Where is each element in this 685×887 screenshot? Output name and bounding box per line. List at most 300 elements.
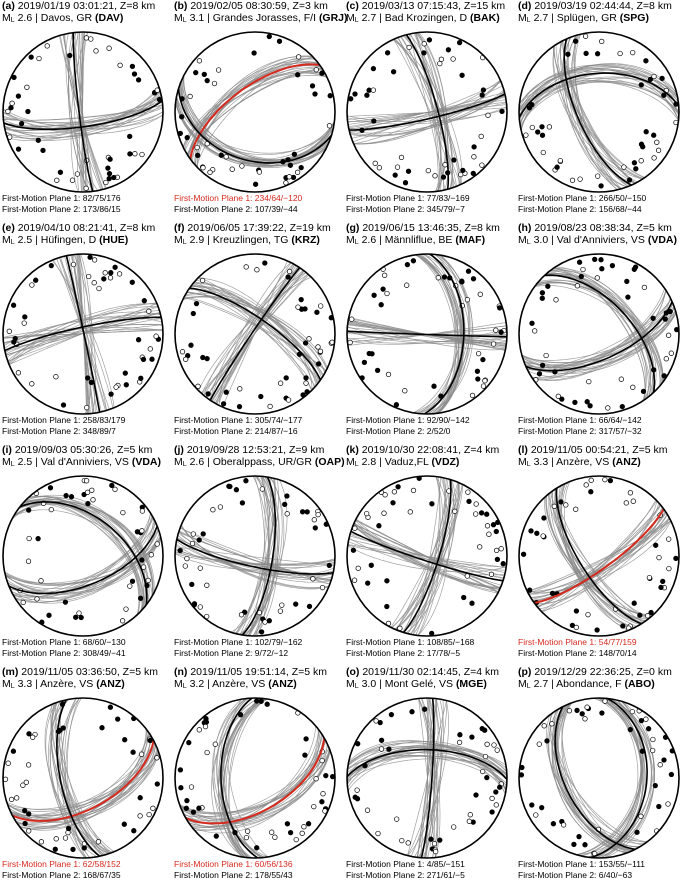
dilatation-polarity-marker [669,351,674,356]
dilatation-polarity-marker [371,88,376,93]
compression-polarity-marker [371,66,376,71]
compression-polarity-marker [71,847,76,852]
compression-polarity-marker [142,298,147,303]
dilatation-polarity-marker [84,36,89,41]
dilatation-polarity-marker [151,806,156,811]
dilatation-polarity-marker [494,328,499,333]
compression-polarity-marker [61,403,66,408]
compression-polarity-marker [130,64,135,69]
compression-polarity-marker [320,799,325,804]
first-motion-plane-2: First-Motion Plane 2: 348/89/7 [2,426,116,436]
dilatation-polarity-marker [296,305,301,310]
compression-polarity-marker [540,125,545,130]
compression-polarity-marker [411,259,416,264]
dilatation-polarity-marker [432,841,437,846]
stereonet-beachball [344,468,515,638]
compression-polarity-marker [403,180,408,185]
dilatation-polarity-marker [311,577,316,582]
magnitude-prefix: M [2,678,11,690]
dilatation-polarity-marker [406,841,411,846]
uncertainty-plane-line [532,513,667,600]
compression-polarity-marker [282,502,287,507]
compression-polarity-marker [639,83,644,88]
compression-polarity-marker [367,88,372,93]
stereonet-outline [519,698,679,858]
dilatation-polarity-marker [55,178,60,183]
compression-polarity-marker [132,828,137,833]
dilatation-polarity-marker [570,178,575,183]
compression-polarity-marker [64,493,69,498]
dilatation-polarity-marker [639,814,644,819]
magnitude-location: 2.5 | Val d'Anniviers, VS [14,456,132,468]
compression-polarity-marker [79,615,84,620]
compression-polarity-marker [202,72,207,77]
panel-header [346,0,505,27]
stereonet-beachball [516,246,685,416]
compression-polarity-marker [644,129,649,134]
compression-polarity-marker [573,39,578,44]
dilatation-polarity-marker [470,393,475,398]
dilatation-polarity-marker [327,124,332,129]
dilatation-polarity-marker [211,507,216,512]
compression-polarity-marker [446,48,451,53]
compression-polarity-marker [530,321,535,326]
dilatation-polarity-marker [494,803,499,808]
compression-polarity-marker [102,277,107,282]
dilatation-polarity-marker [92,258,97,263]
dilatation-polarity-marker [404,283,409,288]
dilatation-polarity-marker [386,372,391,377]
dilatation-polarity-marker [622,165,627,170]
dilatation-polarity-marker [205,583,210,588]
uncertainty-plane-line [7,752,158,809]
compression-polarity-marker [422,51,427,56]
compression-polarity-marker [377,523,382,528]
compression-polarity-marker [540,133,545,138]
compression-polarity-marker [305,510,310,515]
first-motion-plane-1: First-Motion Plane 1: 258/83/179 [2,415,126,425]
uncertainty-plane-line [356,519,498,592]
dilatation-polarity-marker [491,342,496,347]
compression-polarity-marker [197,538,202,543]
compression-polarity-marker [353,92,358,97]
dilatation-polarity-marker [352,578,357,583]
compression-polarity-marker [106,166,111,171]
magnitude-subscript: L [10,239,15,246]
compression-polarity-marker [47,613,52,618]
compression-polarity-marker [628,727,633,732]
compression-polarity-marker [355,796,360,801]
compression-polarity-marker [555,165,560,170]
panel-label: (g) [346,222,360,234]
station-code: (GRJ) [318,12,348,24]
compression-polarity-marker [653,543,658,548]
compression-polarity-marker [221,402,226,407]
compression-polarity-marker [588,404,593,409]
compression-polarity-marker [660,76,665,81]
station-code: (ANZ) [268,678,297,690]
dilatation-polarity-marker [606,406,611,411]
compression-polarity-marker [22,808,27,813]
compression-polarity-marker [130,280,135,285]
magnitude-prefix: M [174,678,183,690]
dilatation-polarity-marker [348,340,353,345]
station-code: (OAP) [314,456,345,468]
compression-polarity-marker [254,699,259,704]
magnitude-subscript: L [182,17,187,24]
compression-polarity-marker [327,563,332,568]
dilatation-polarity-marker [89,37,94,42]
compression-polarity-marker [480,93,485,98]
dilatation-polarity-marker [96,840,101,845]
dilatation-polarity-marker [639,158,644,163]
first-motion-plane-1: First-Motion Plane 1: 92/90/−142 [346,415,470,425]
first-motion-plane-2: First-Motion Plane 2: 178/55/43 [174,870,293,880]
dilatation-polarity-marker [154,334,159,339]
first-motion-plane-1: First-Motion Plane 1: 4/85/−151 [346,859,465,869]
compression-polarity-marker [313,526,318,531]
compression-polarity-marker [185,135,190,140]
compression-polarity-marker [26,109,31,114]
dilatation-polarity-marker [558,158,563,163]
compression-polarity-marker [224,390,229,395]
dilatation-polarity-marker [54,837,59,842]
dilatation-polarity-marker [280,603,285,608]
stereonet-outline [175,698,335,858]
event-datetime-depth: 2019/06/15 13:46:35, Z=8 km [359,222,500,234]
compression-polarity-marker [540,363,545,368]
compression-polarity-marker [253,182,258,187]
panel-label: (h) [518,222,532,234]
station-code: (VDZ) [431,456,460,468]
compression-polarity-marker [244,478,249,483]
uncertainty-plane-line [562,41,635,183]
dilatation-polarity-marker [26,829,31,834]
panel-label: (p) [518,666,532,678]
panel-m [0,666,171,887]
compression-polarity-marker [228,484,233,489]
dilatation-polarity-marker [403,388,408,393]
compression-polarity-marker [234,487,239,492]
dilatation-polarity-marker [27,536,32,541]
dilatation-polarity-marker [631,499,636,504]
compression-polarity-marker [108,157,113,162]
first-motion-plane-1: First-Motion Plane 1: 66/64/−142 [518,415,642,425]
dilatation-polarity-marker [599,39,604,44]
compression-polarity-marker [365,581,370,586]
compression-polarity-marker [252,51,257,56]
compression-polarity-marker [53,847,58,852]
compression-polarity-marker [139,376,144,381]
compression-polarity-marker [362,360,367,365]
compression-polarity-marker [205,78,210,83]
first-motion-plane-2: First-Motion Plane 2: 17/78/−5 [346,648,461,658]
dilatation-polarity-marker [133,151,138,156]
magnitude-subscript: L [354,17,359,24]
dilatation-polarity-marker [392,490,397,495]
magnitude-location: 2.7 | Abondance, F [530,678,625,690]
dilatation-polarity-marker [618,51,623,56]
dilatation-polarity-marker [422,42,427,47]
panel-label: (i) [2,444,12,456]
dilatation-polarity-marker [146,578,151,583]
event-datetime-depth: 2019/09/28 12:53:21, Z=9 km [183,444,325,456]
dilatation-polarity-marker [490,796,495,801]
panel-label: (n) [174,666,188,678]
compression-polarity-marker [452,158,457,163]
compression-polarity-marker [379,738,384,743]
dilatation-polarity-marker [155,542,160,547]
dilatation-polarity-marker [486,113,491,118]
magnitude-prefix: M [518,12,527,24]
magnitude-location: 3.3 | Anzère, VS [14,678,97,690]
dilatation-polarity-marker [666,802,671,807]
panel-c [344,0,515,221]
dilatation-polarity-marker [567,708,572,713]
panel-label: (m) [2,666,19,678]
dilatation-polarity-marker [45,44,50,49]
compression-polarity-marker [295,72,300,77]
compression-polarity-marker [307,604,312,609]
dilatation-polarity-marker [197,728,202,733]
panel-header [2,222,155,249]
dilatation-polarity-marker [30,735,35,740]
compression-polarity-marker [124,383,129,388]
dilatation-polarity-marker [7,329,12,334]
compression-polarity-marker [600,266,605,271]
magnitude-location: 3.0 | Val d'Anniviers, VS [530,234,648,246]
dilatation-polarity-marker [188,94,193,99]
compression-polarity-marker [391,70,396,75]
compression-polarity-marker [540,291,545,296]
dilatation-polarity-marker [296,55,301,60]
event-datetime-depth: 2019/11/05 03:36:50, Z=5 km [18,666,158,678]
compression-polarity-marker [481,88,486,93]
compression-polarity-marker [559,500,564,505]
compression-polarity-marker [219,153,224,158]
compression-polarity-marker [130,579,135,584]
dilatation-polarity-marker [385,291,390,296]
dilatation-polarity-marker [212,81,217,86]
dilatation-polarity-marker [666,333,671,338]
dilatation-polarity-marker [468,812,473,817]
dilatation-polarity-marker [474,502,479,507]
dilatation-polarity-marker [191,532,196,537]
compression-polarity-marker [150,357,155,362]
dilatation-polarity-marker [6,761,11,766]
compression-polarity-marker [267,618,272,623]
magnitude-subscript: L [10,461,15,468]
compression-polarity-marker [385,579,390,584]
compression-polarity-marker [467,499,472,504]
dilatation-polarity-marker [91,498,96,503]
dilatation-polarity-marker [483,754,488,759]
compression-polarity-marker [205,356,210,361]
compression-polarity-marker [26,508,31,513]
dilatation-polarity-marker [26,559,31,564]
compression-polarity-marker [442,275,447,280]
compression-polarity-marker [140,558,145,563]
panel-header [518,666,672,693]
dilatation-polarity-marker [541,150,546,155]
compression-polarity-marker [651,133,656,138]
dilatation-polarity-marker [477,545,482,550]
dilatation-polarity-marker [466,490,471,495]
event-datetime-depth: 2019/11/30 02:14:45, Z=4 km [359,666,500,678]
panel-j [172,444,343,665]
compression-polarity-marker [69,494,74,499]
dilatation-polarity-marker [631,385,636,390]
compression-polarity-marker [204,720,209,725]
compression-polarity-marker [432,384,437,389]
compression-polarity-marker [299,165,304,170]
dilatation-polarity-marker [451,825,456,830]
dilatation-polarity-marker [603,699,608,704]
compression-polarity-marker [484,512,489,517]
dilatation-polarity-marker [239,613,244,618]
compression-polarity-marker [27,732,32,737]
compression-polarity-marker [179,115,184,120]
compression-polarity-marker [381,287,386,292]
compression-polarity-marker [595,51,600,56]
dilatation-polarity-marker [585,705,590,710]
panel-header [174,0,348,27]
compression-polarity-marker [480,726,485,731]
first-motion-plane-2: First-Motion Plane 2: 173/86/15 [2,204,121,214]
compression-polarity-marker [653,783,658,788]
compression-polarity-marker [497,785,502,790]
dilatation-polarity-marker [245,829,250,834]
dilatation-polarity-marker [394,817,399,822]
compression-polarity-marker [644,59,649,64]
dilatation-polarity-marker [356,566,361,571]
compression-polarity-marker [608,478,613,483]
panel-label: (a) [2,0,15,12]
dilatation-polarity-marker [399,155,404,160]
dilatation-polarity-marker [224,155,229,160]
magnitude-subscript: L [10,683,15,690]
compression-polarity-marker [441,175,446,180]
dilatation-polarity-marker [21,783,26,788]
dilatation-polarity-marker [118,63,123,68]
dilatation-polarity-marker [355,788,360,793]
dilatation-polarity-marker [3,777,8,782]
dilatation-polarity-marker [589,478,594,483]
dilatation-polarity-marker [542,724,547,729]
dilatation-polarity-marker [255,267,260,272]
dilatation-polarity-marker [216,68,221,73]
magnitude-subscript: L [526,683,531,690]
stereonet-outline [175,476,335,636]
dilatation-polarity-marker [373,161,378,166]
dilatation-polarity-marker [25,85,30,90]
dilatation-polarity-marker [304,381,309,386]
compression-polarity-marker [369,563,374,568]
compression-polarity-marker [527,106,532,111]
uncertainty-plane-line [204,273,306,396]
compression-polarity-marker [48,486,53,491]
compression-polarity-marker [577,260,582,265]
compression-polarity-marker [375,368,380,373]
dilatation-polarity-marker [6,109,11,114]
dilatation-polarity-marker [556,394,561,399]
compression-polarity-marker [310,84,315,89]
stereonet-outline [3,698,163,858]
dilatation-polarity-marker [244,265,249,270]
compression-polarity-marker [391,501,396,506]
compression-polarity-marker [638,613,643,618]
dilatation-polarity-marker [365,808,370,813]
dilatation-polarity-marker [287,269,292,274]
dilatation-polarity-marker [451,57,456,62]
dilatation-polarity-marker [198,566,203,571]
station-code: (KRZ) [291,234,320,246]
stereonet-beachball [172,246,343,416]
dilatation-polarity-marker [481,384,486,389]
dilatation-polarity-marker [658,762,663,767]
compression-polarity-marker [300,510,305,515]
stereonet-beachball [344,246,515,416]
compression-polarity-marker [575,708,580,713]
compression-polarity-marker [610,263,615,268]
dilatation-polarity-marker [285,512,290,517]
dilatation-polarity-marker [84,479,89,484]
compression-polarity-marker [191,810,196,815]
dilatation-polarity-marker [103,271,108,276]
dilatation-polarity-marker [286,398,291,403]
compression-polarity-marker [16,94,21,99]
magnitude-location: 2.5 | Hüfingen, D [14,234,100,246]
compression-polarity-marker [306,821,311,826]
compression-polarity-marker [29,55,34,60]
event-datetime-depth: 2019/01/19 03:01:21, Z=8 km [14,0,156,12]
compression-polarity-marker [651,316,656,321]
compression-polarity-marker [460,279,465,284]
dilatation-polarity-marker [652,156,657,161]
compression-polarity-marker [372,293,377,298]
dilatation-polarity-marker [492,743,497,748]
dilatation-polarity-marker [642,285,647,290]
compression-polarity-marker [201,532,206,537]
dilatation-polarity-marker [39,578,44,583]
dilatation-polarity-marker [84,186,89,191]
dilatation-polarity-marker [257,170,262,175]
event-datetime-depth: 2019/08/23 08:38:34, Z=5 km [531,222,672,234]
event-datetime-depth: 2019/11/05 00:54:21, Z=5 km [527,444,668,456]
dilatation-polarity-marker [54,374,59,379]
dilatation-polarity-marker [532,329,537,334]
compression-polarity-marker [540,296,545,301]
dilatation-polarity-marker [94,49,99,54]
magnitude-subscript: L [354,683,359,690]
dilatation-polarity-marker [478,292,483,297]
dilatation-polarity-marker [438,61,443,66]
dilatation-polarity-marker [400,838,405,843]
compression-polarity-marker [107,171,112,176]
compression-polarity-marker [351,548,356,553]
compression-polarity-marker [304,376,309,381]
first-motion-plane-2: First-Motion Plane 2: 345/79/−7 [346,204,465,214]
dilatation-polarity-marker [148,347,153,352]
magnitude-prefix: M [518,678,527,690]
dilatation-polarity-marker [203,724,208,729]
compression-polarity-marker [293,602,298,607]
dilatation-polarity-marker [595,174,600,179]
panel-n [172,666,343,887]
dilatation-polarity-marker [108,276,113,281]
compression-polarity-marker [626,295,631,300]
magnitude-prefix: M [174,12,183,24]
